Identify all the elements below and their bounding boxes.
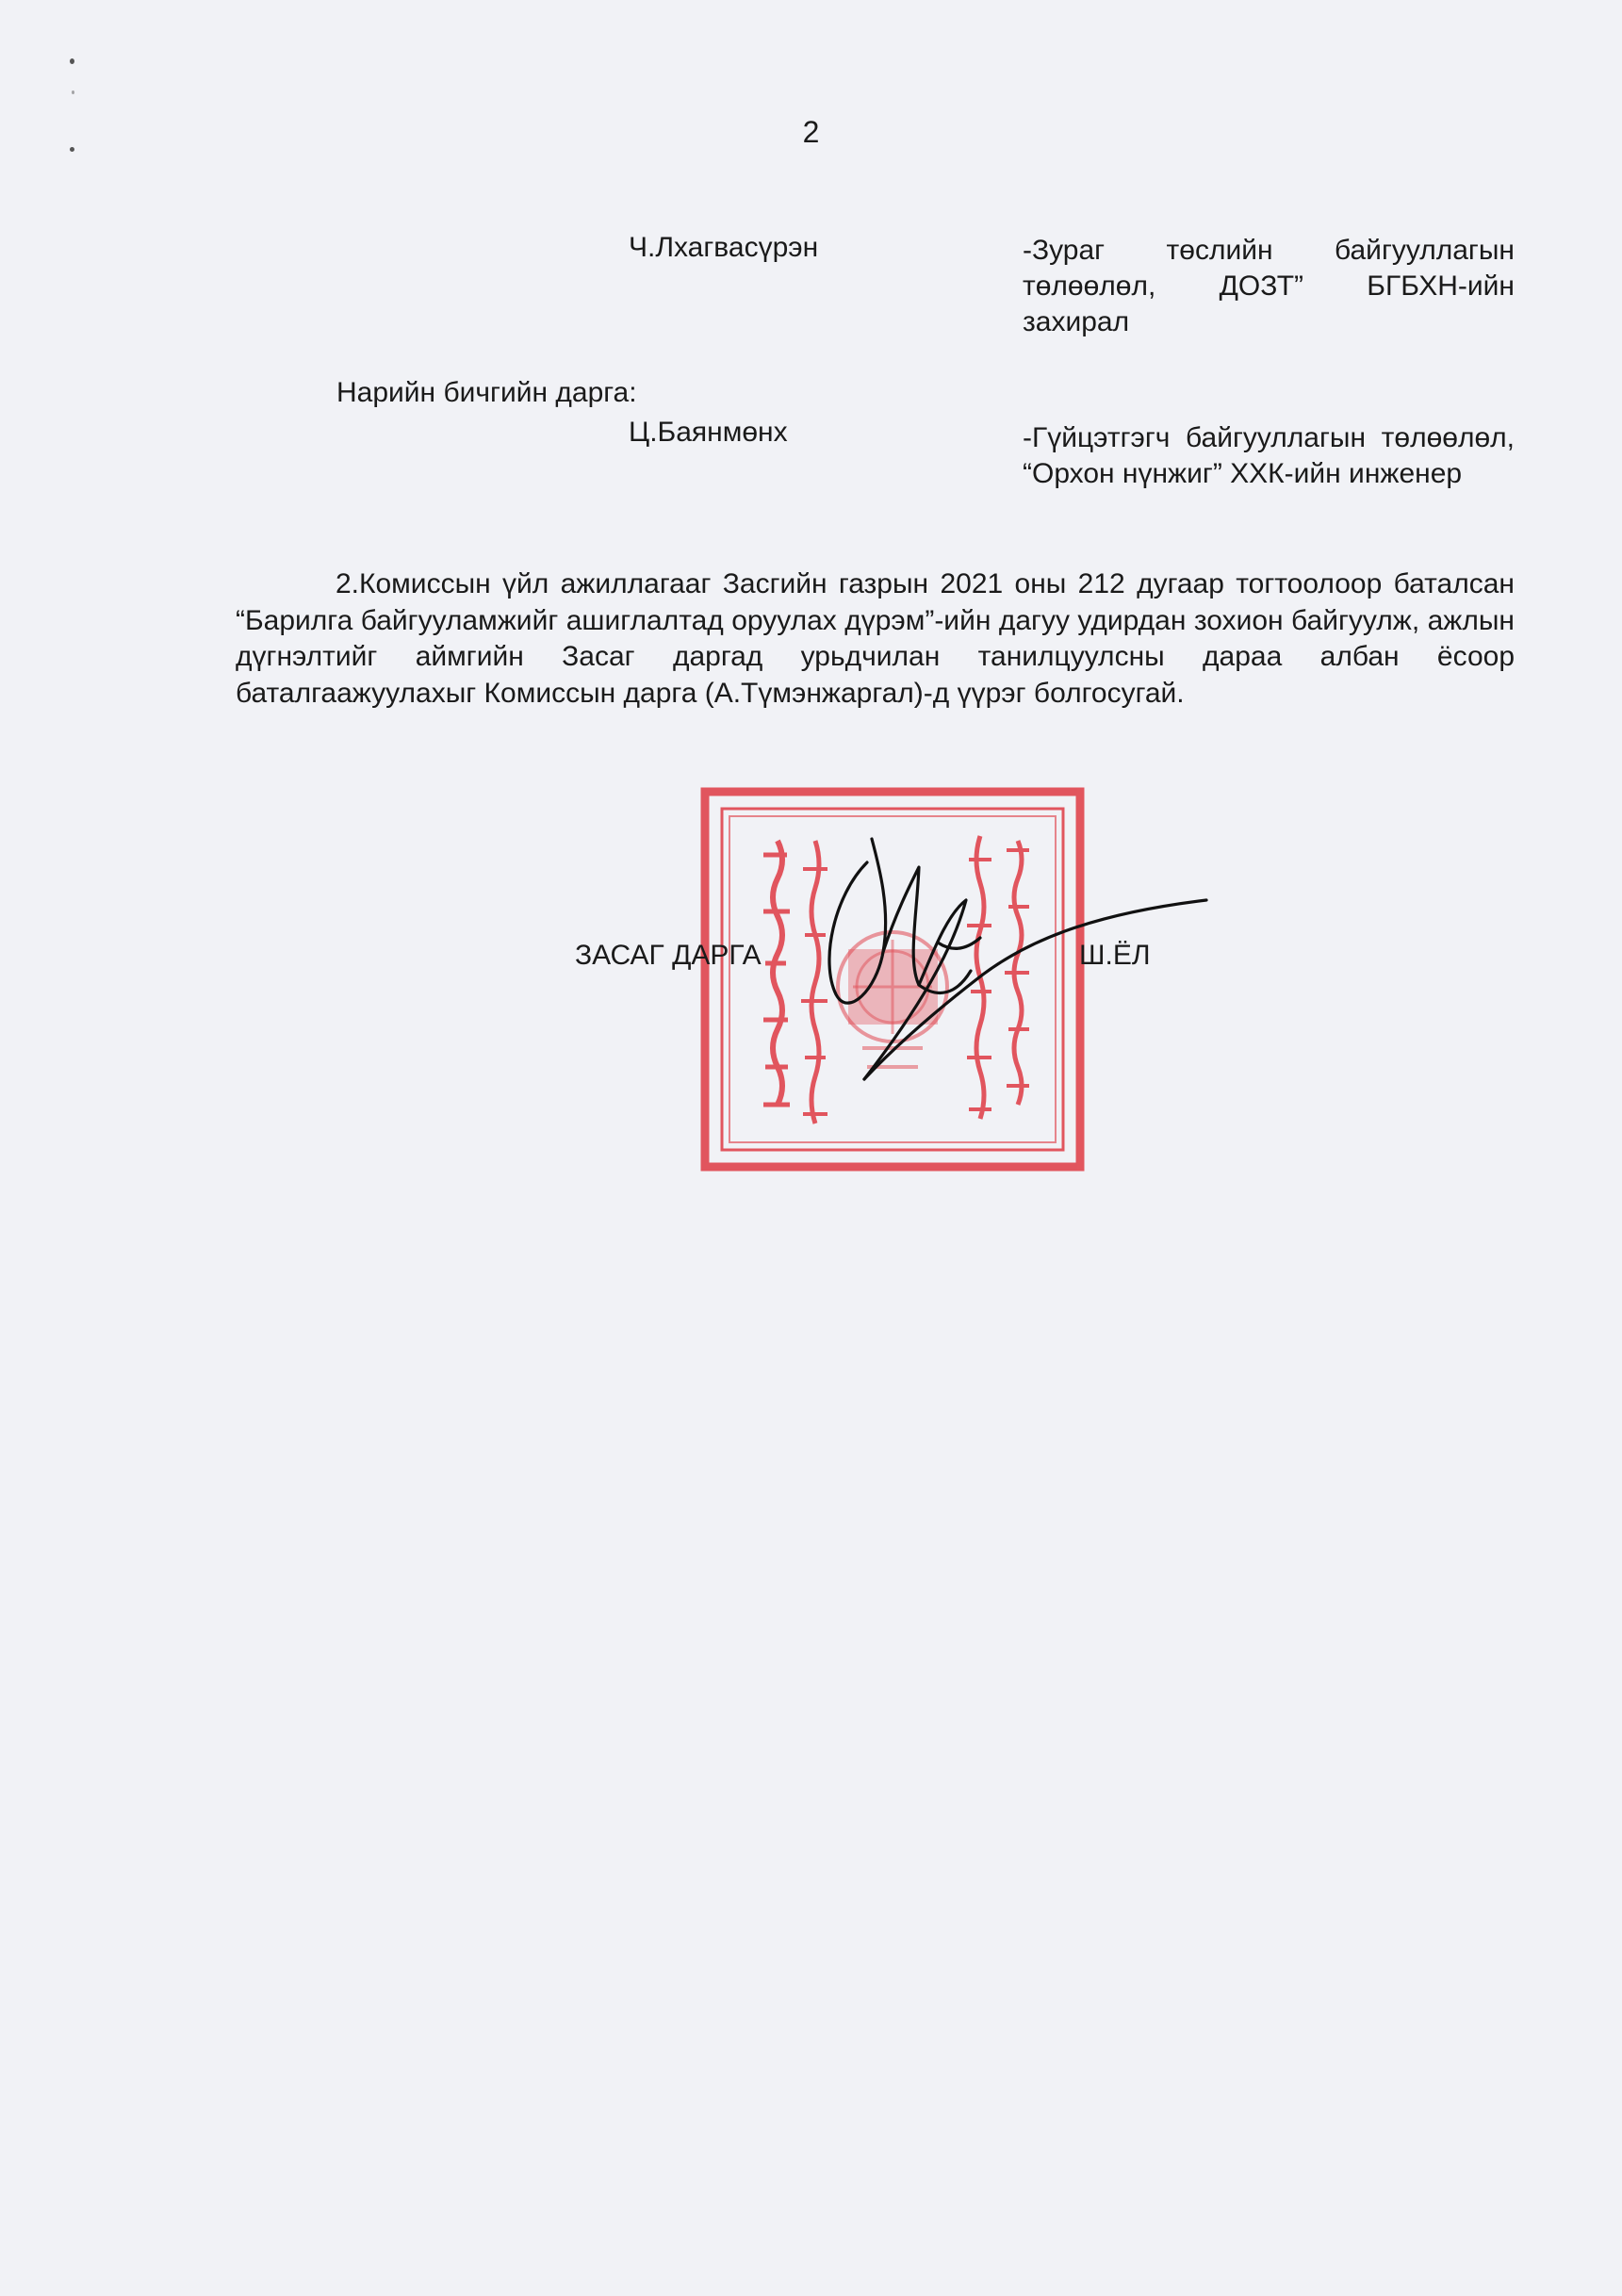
member-role: -Зураг төслийн байгууллагын төлөөлөл, ДОЗТ” БГБХН-ийн захирал <box>1023 235 1515 337</box>
member-name: Ц.Баянмөнх <box>629 417 788 448</box>
signatory-name: Ш.ЁЛ <box>1079 940 1151 971</box>
page-number: 2 <box>802 115 820 149</box>
scan-speck <box>72 90 74 94</box>
member-role: -Гүйцэтгэгч байгууллагын төлөөлөл, “Орхон нүнжиг” ХХК-ийн инженер <box>1023 422 1515 489</box>
scan-speck <box>70 58 74 64</box>
secretary-label: Нарийн бичгийн дарга: <box>336 377 637 408</box>
member-name: Ч.Лхагвасүрэн <box>629 232 819 263</box>
handwritten-signature <box>778 811 1230 1103</box>
signatory-title: ЗАСАГ ДАРГА <box>575 940 762 971</box>
resolution-paragraph: 2.Комиссын үйл ажиллагааг Засгийн газрын 2021 оны 212 дугаар тогтоолоор баталсан “Барилга байгууламжийг ашиглалтад оруулах дүрэм”-ийн дагуу удирдан зохион байгуулж, ажлын дүгнэлтийг аймгийн Засаг даргад урьдчилан танилцуулсны дараа албан ёсоор баталгаажуулахыг Комиссын дарга (А.Түмэнжаргал)-д үүрэг болгосугай. <box>236 568 1515 709</box>
